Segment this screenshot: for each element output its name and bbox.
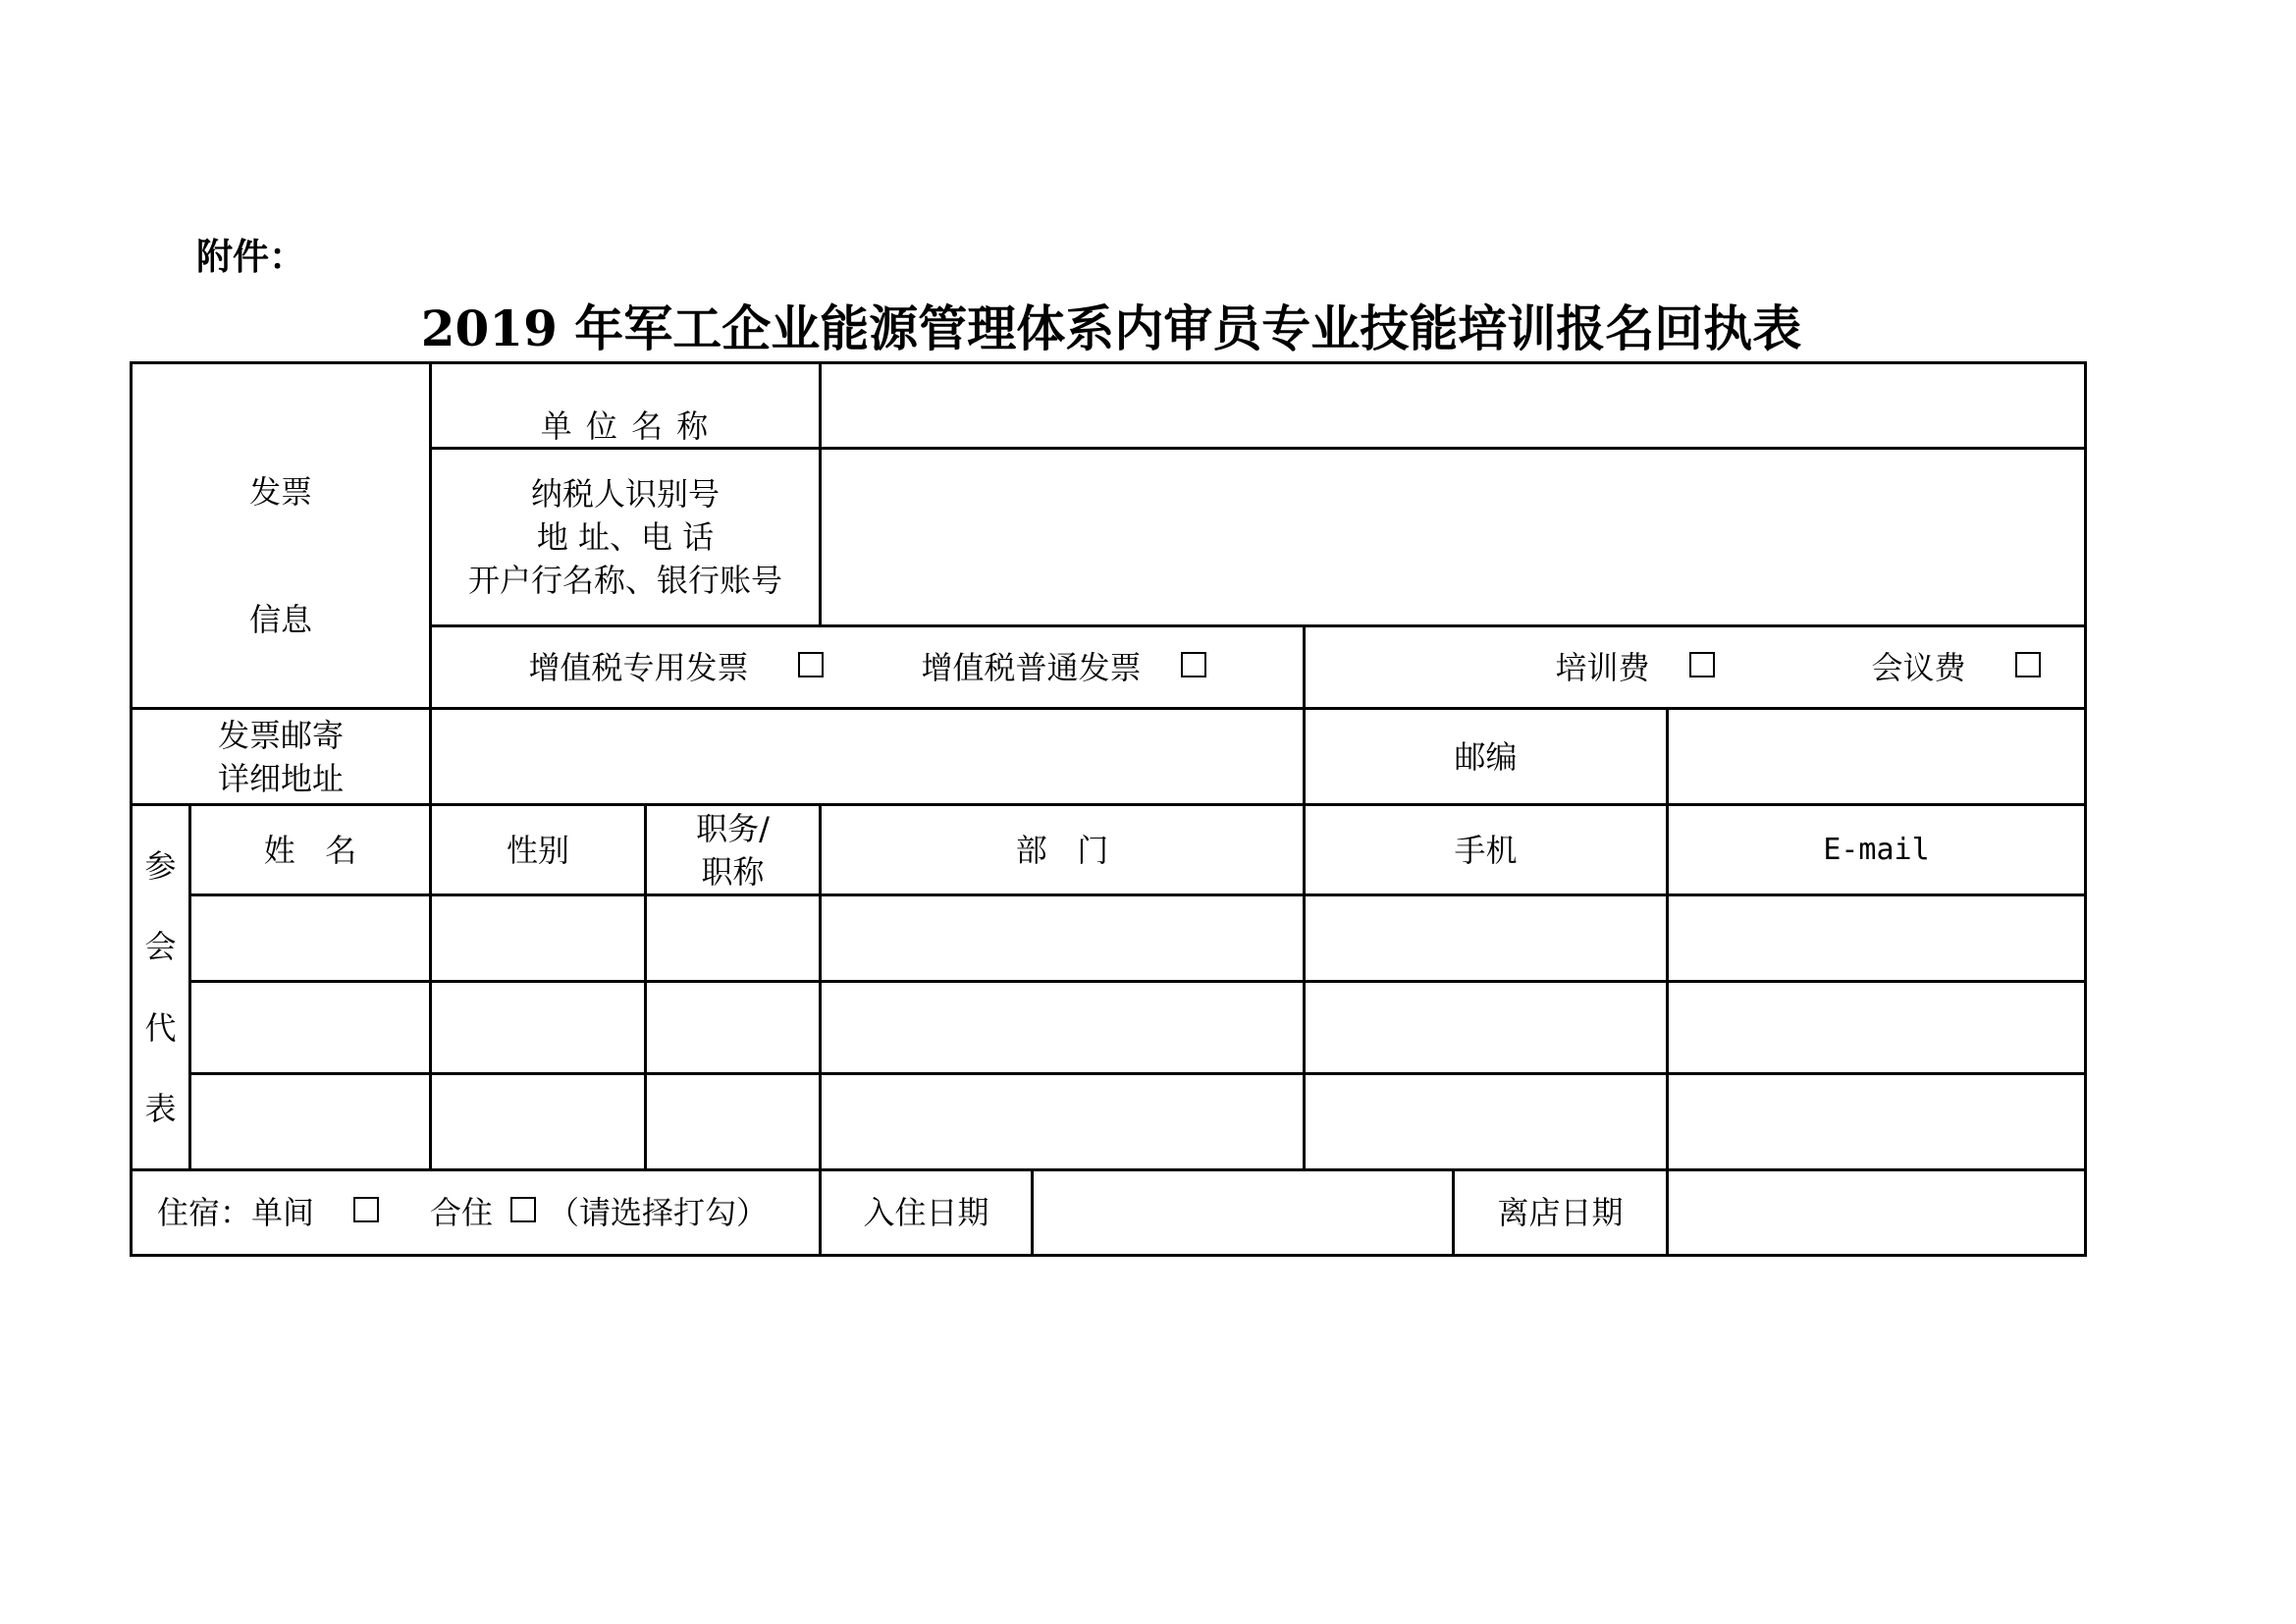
attendee-2-department-input[interactable] (822, 983, 1303, 1072)
col-header-department: 部 门 (1015, 831, 1109, 869)
meeting-fee-label: 会议费 (1871, 648, 1966, 686)
meeting-fee-checkbox[interactable] (2015, 652, 2041, 677)
checkin-date-label: 入住日期 (863, 1194, 989, 1231)
lodging-hint: （请选择打勾） (548, 1194, 769, 1231)
taxpayer-id-label: 纳税人识别号 (530, 475, 720, 513)
shared-room-checkbox[interactable] (510, 1197, 536, 1222)
attendee-1-email-input[interactable] (1669, 896, 2084, 980)
mailing-label-line2: 详细地址 (217, 759, 344, 797)
postcode-label: 邮编 (1454, 737, 1518, 776)
side-char: 表 (144, 1089, 177, 1127)
attendee-2-title-input[interactable] (647, 983, 819, 1072)
side-char: 代 (144, 1008, 177, 1047)
side-char: 会 (144, 928, 177, 966)
bank-account-label: 开户行名称、银行账号 (467, 562, 782, 599)
attendee-3-email-input[interactable] (1669, 1075, 2084, 1168)
unit-name-input[interactable] (822, 364, 2084, 447)
table-border-bottom (130, 1254, 2087, 1257)
lodging-choice-row (133, 1171, 819, 1254)
training-fee-label: 培训费 (1555, 648, 1650, 686)
single-room-checkbox[interactable] (353, 1197, 379, 1222)
attendee-1-department-input[interactable] (822, 896, 1303, 980)
col-header-mobile: 手机 (1454, 831, 1518, 869)
fee-type-row (1306, 627, 2084, 707)
col-header-title-line2: 职称 (701, 852, 765, 891)
mailing-label-line1: 发票邮寄 (217, 716, 344, 754)
lodging-single-label: 住宿：单间 (157, 1194, 315, 1231)
attendee-2-email-input[interactable] (1669, 983, 2084, 1072)
mailing-address-label (133, 710, 429, 803)
side-char: 参 (144, 847, 177, 886)
attendee-3-department-input[interactable] (822, 1075, 1303, 1168)
col-header-title (647, 806, 819, 893)
attendee-3-title-input[interactable] (647, 1075, 819, 1168)
attendee-1-name-input[interactable] (191, 896, 429, 980)
invoice-label-bottom: 信息 (248, 601, 312, 638)
col-header-title-line1: 职务/ (696, 809, 770, 847)
postcode-input[interactable] (1669, 710, 2084, 803)
address-phone-label: 地 址、电 话 (536, 518, 715, 556)
lodging-shared-label: 合住 (430, 1194, 494, 1231)
attendee-1-title-input[interactable] (647, 896, 819, 980)
taxpayer-info-label (432, 450, 819, 624)
vat-normal-checkbox[interactable] (1181, 652, 1206, 677)
vat-special-invoice-label: 增值税专用发票 (528, 648, 749, 686)
form-title: 2019 年军工企业能源管理体系内审员专业技能培训报名回执表 (420, 299, 1802, 357)
table-border-right (2084, 361, 2087, 1257)
taxpayer-info-input[interactable] (822, 450, 2084, 624)
attendee-1-gender-input[interactable] (432, 896, 644, 980)
attendees-side-label (133, 806, 188, 1168)
mailing-address-input[interactable] (432, 710, 1303, 803)
invoice-type-row (432, 627, 1303, 707)
col-header-name: 姓 名 (263, 831, 357, 869)
vat-normal-invoice-label: 增值税普通发票 (921, 648, 1142, 686)
checkin-date-input[interactable] (1034, 1171, 1452, 1254)
unit-name-label: 单 位 名 称 (540, 407, 711, 445)
attendee-1-mobile-input[interactable] (1306, 896, 1666, 980)
attendee-3-mobile-input[interactable] (1306, 1075, 1666, 1168)
col-header-email: E-mail (1823, 832, 1930, 867)
vat-special-checkbox[interactable] (798, 652, 824, 677)
col-header-gender: 性别 (506, 831, 569, 869)
training-fee-checkbox[interactable] (1689, 652, 1715, 677)
invoice-label-top: 发票 (248, 473, 312, 511)
attendee-3-gender-input[interactable] (432, 1075, 644, 1168)
attendee-2-gender-input[interactable] (432, 983, 644, 1072)
attendee-2-mobile-input[interactable] (1306, 983, 1666, 1072)
checkout-date-input[interactable] (1669, 1171, 2084, 1254)
checkout-date-label: 离店日期 (1497, 1194, 1624, 1231)
attendee-2-name-input[interactable] (191, 983, 429, 1072)
attendee-3-name-input[interactable] (191, 1075, 429, 1168)
annex-label: 附件： (196, 236, 305, 278)
